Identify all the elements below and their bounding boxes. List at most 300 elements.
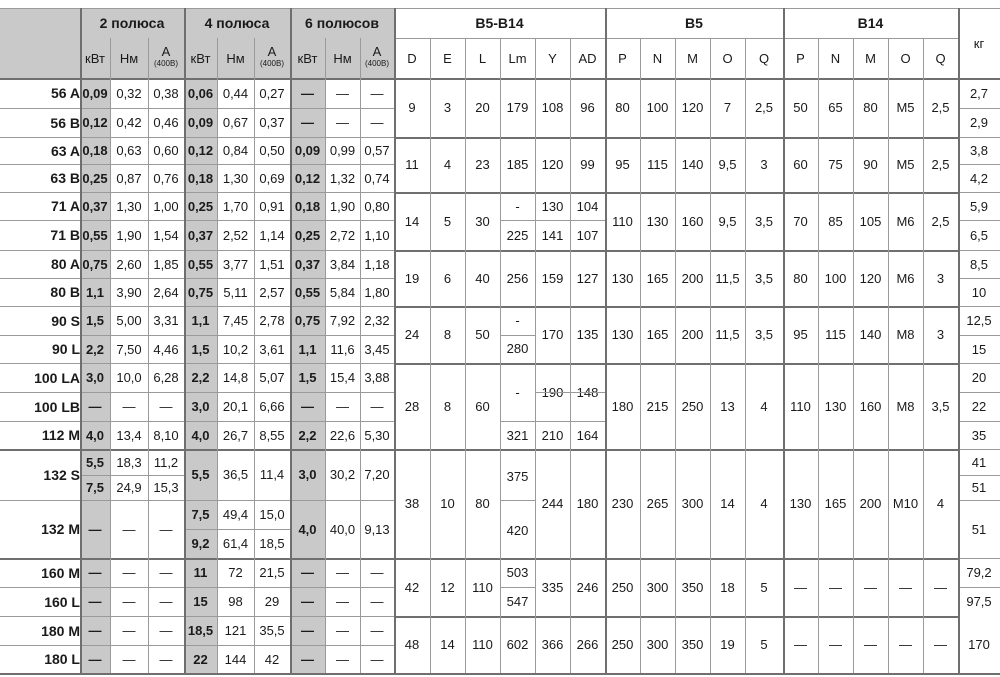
dim-y: 210	[541, 427, 564, 443]
b14-dim: M10	[892, 496, 919, 511]
current-a: —	[370, 623, 384, 638]
power-kw: 0,12	[82, 115, 108, 130]
torque-nm: 3,84	[329, 256, 356, 272]
dim-y: 366	[541, 637, 564, 652]
column-divider	[500, 38, 501, 673]
model-name: 63 A	[50, 142, 80, 159]
current-a: 5,07	[259, 370, 285, 385]
current-a: 42	[264, 651, 280, 667]
power-kw: —	[301, 594, 314, 609]
torque-nm: —	[122, 623, 136, 638]
row-divider	[0, 306, 394, 307]
power-kw: 2,2	[191, 370, 210, 385]
power-kw: 0,37	[82, 198, 108, 214]
b14-dim: —	[829, 579, 842, 595]
weight-kg: 5,9	[969, 198, 989, 214]
model-name: 71 A	[50, 198, 80, 214]
b14-dim: 100	[824, 270, 847, 286]
row-divider	[0, 421, 394, 422]
dim-l: 110	[472, 637, 493, 652]
b14-dim: M8	[896, 398, 915, 414]
torque-nm: 1,90	[329, 198, 356, 214]
row-divider	[394, 558, 958, 560]
current-a: 7,20	[364, 467, 390, 482]
power-kw: 18,5	[187, 623, 214, 638]
torque-nm: 7,92	[329, 313, 356, 328]
column-divider	[675, 38, 676, 673]
torque-nm: —	[122, 521, 136, 537]
torque-nm: 30,2	[329, 467, 356, 482]
dim-d: 19	[404, 270, 420, 286]
dim-ad: 148	[576, 384, 599, 400]
b14-dim: 4	[936, 496, 945, 511]
model-name: 90 S	[51, 312, 80, 329]
dim-l: 80	[475, 496, 490, 511]
b5-dim: 300	[646, 637, 669, 652]
dim-e: 12	[440, 579, 455, 595]
current-a: 1,85	[153, 256, 179, 272]
dim-ad: 107	[576, 228, 599, 243]
power-kw: 0,25	[294, 227, 321, 243]
current-a: 2,32	[364, 313, 390, 328]
dim-lm: 602	[506, 637, 529, 652]
row-divider	[958, 392, 1000, 393]
weight-kg: 12,5	[966, 313, 992, 328]
torque-nm: 3,90	[116, 284, 142, 300]
power-kw: 5,5	[191, 467, 210, 482]
subheader-b14-o: O	[900, 50, 911, 66]
power-kw: —	[88, 594, 102, 609]
current-a: 1,80	[364, 284, 390, 300]
current-a: 1,51	[259, 256, 285, 272]
b14-dim: —	[794, 637, 807, 652]
row-divider	[0, 137, 394, 138]
b14-dim: M8	[896, 327, 915, 342]
torque-nm: 0,32	[116, 85, 142, 101]
torque-nm: 15,4	[329, 370, 356, 385]
dim-d: 9	[408, 100, 416, 115]
torque-nm: 0,42	[116, 115, 142, 130]
b14-dim: 80	[793, 270, 808, 286]
torque-nm: 0,84	[222, 143, 249, 158]
power-kw: 9,2	[191, 536, 210, 551]
dim-lm: 185	[506, 157, 529, 172]
b5-dim: 13	[720, 398, 735, 414]
b5-dim: 110	[612, 213, 633, 229]
current-a: 35,5	[259, 623, 285, 638]
dim-l: 50	[475, 327, 490, 342]
b5-dim: 250	[681, 398, 704, 414]
column-divider	[465, 38, 466, 673]
row-divider	[958, 250, 1000, 251]
row-divider	[394, 306, 958, 308]
subheader-nm: Нм	[333, 50, 352, 66]
row-divider	[958, 192, 1000, 193]
power-kw: 2,2	[298, 427, 317, 443]
row-divider	[958, 421, 1000, 422]
power-kw: 1,1	[298, 341, 317, 357]
torque-nm: —	[122, 399, 136, 414]
weight-kg: 8,5	[969, 256, 989, 272]
b14-dim: —	[864, 637, 877, 652]
header-label-block	[0, 8, 80, 78]
torque-nm: 1,70	[222, 198, 249, 214]
dim-e: 5	[443, 213, 452, 229]
power-kw: 3,0	[85, 370, 105, 385]
b5-dim: 3,5	[754, 327, 774, 342]
row-divider	[500, 587, 535, 588]
power-kw: 1,5	[191, 341, 210, 357]
dim-ad: 164	[576, 427, 599, 443]
torque-nm: 0,67	[222, 115, 249, 130]
dim-d: 42	[404, 579, 420, 595]
dim-d: 11	[405, 157, 419, 172]
current-a: 3,61	[259, 341, 285, 357]
b5-dim: 4	[760, 496, 768, 511]
row-divider	[394, 449, 958, 451]
column-divider	[184, 8, 186, 673]
subheader-b5b14-l: L	[478, 50, 487, 66]
row-divider	[958, 475, 1000, 476]
subheader-b5-o: O	[722, 50, 733, 66]
current-a: 0,91	[259, 198, 285, 214]
b5-dim: 5	[760, 579, 768, 595]
dim-lm: 503	[506, 565, 529, 580]
b5-dim: 165	[646, 327, 669, 342]
torque-nm: 36,5	[222, 467, 249, 482]
b5-dim: 250	[611, 579, 634, 595]
b5-dim: 11,5	[715, 327, 740, 342]
b5-dim: 160	[681, 213, 704, 229]
dim-l: 30	[475, 213, 490, 229]
power-kw: 0,55	[82, 227, 108, 243]
subheader-kw: кВт	[297, 50, 318, 66]
b14-dim: 3	[936, 327, 945, 342]
torque-nm: 0,44	[222, 85, 249, 101]
row-divider	[0, 363, 394, 364]
row-divider	[958, 449, 1000, 450]
weight-header: кг	[973, 35, 985, 51]
weight-kg: 22	[971, 399, 987, 414]
current-a: —	[159, 521, 173, 537]
dim-ad: 135	[576, 327, 599, 342]
power-kw: —	[301, 651, 314, 667]
b5-dim: 3,5	[754, 270, 774, 286]
b14-dim: 2,5	[931, 157, 950, 172]
row-divider	[394, 363, 958, 365]
column-divider	[110, 38, 111, 673]
torque-nm: 22,6	[329, 427, 356, 443]
dim-lm: -	[515, 199, 520, 214]
b14-dim: —	[899, 637, 912, 652]
weight-kg: 41	[971, 454, 987, 470]
b5-dim: 200	[681, 270, 704, 286]
torque-nm: 144	[224, 651, 247, 667]
current-a: 3,88	[364, 370, 390, 385]
current-a: —	[159, 623, 173, 638]
column-divider	[710, 38, 711, 673]
weight-kg: 51	[971, 480, 987, 495]
torque-nm: 14,8	[222, 370, 249, 385]
b14-dim: 2,5	[931, 213, 950, 229]
b14-dim: —	[899, 579, 912, 595]
current-a: 8,10	[153, 427, 179, 443]
current-a: —	[370, 85, 384, 101]
b14-dim: —	[934, 579, 947, 595]
dim-d: 14	[404, 213, 420, 229]
row-divider	[958, 164, 1000, 165]
group-b14: B14	[857, 15, 884, 31]
column-divider	[80, 8, 82, 673]
current-a: —	[370, 115, 384, 130]
b14-dim: 130	[789, 496, 812, 511]
power-kw: 0,12	[187, 143, 214, 158]
current-a: 4,46	[153, 341, 179, 357]
group-2-poles: 2 полюса	[99, 15, 165, 31]
b14-dim: —	[864, 579, 877, 595]
torque-nm: 1,32	[329, 170, 356, 186]
row-divider	[500, 335, 535, 336]
torque-nm: 26,7	[222, 427, 249, 443]
b5-dim: 180	[611, 398, 634, 414]
row-divider	[184, 529, 290, 530]
dim-l: 60	[475, 398, 490, 414]
b14-dim: —	[934, 637, 947, 652]
subheader-amp	[254, 38, 290, 78]
dim-l: 23	[475, 157, 490, 172]
dim-y: 120	[541, 157, 564, 172]
torque-nm: —	[336, 85, 349, 101]
b5-dim: 9,5	[718, 213, 737, 229]
row-divider	[394, 616, 958, 618]
b14-dim: 3,5	[931, 398, 950, 414]
model-name: 100 LB	[34, 398, 80, 415]
group-6-poles: 6 полюсов	[305, 15, 379, 31]
torque-nm: —	[122, 594, 136, 609]
b5-dim: 7	[723, 100, 732, 115]
b14-dim: —	[829, 637, 842, 652]
row-divider	[0, 673, 1000, 675]
current-a: 6,66	[259, 399, 285, 414]
torque-nm: 121	[224, 623, 247, 638]
power-kw: 5,5	[85, 454, 105, 470]
torque-nm: 18,3	[116, 454, 142, 470]
torque-nm: 1,30	[116, 198, 142, 214]
b5-dim: 130	[646, 213, 669, 229]
torque-nm: —	[336, 565, 349, 580]
weight-kg: 51	[971, 521, 987, 537]
current-a: 0,57	[364, 143, 390, 158]
amp-voltage-note: (400В)	[364, 59, 389, 68]
column-divider	[783, 8, 785, 673]
power-kw: —	[88, 399, 102, 414]
power-kw: 4,0	[191, 427, 210, 443]
current-a: —	[159, 565, 173, 580]
current-a: 0,50	[259, 143, 285, 158]
power-kw: 0,18	[187, 170, 214, 186]
group-b5-b14: B5-B14	[475, 15, 524, 31]
column-divider	[570, 38, 571, 673]
b14-dim: 140	[859, 327, 882, 342]
current-a: 0,27	[259, 85, 285, 101]
dim-l: 40	[475, 270, 490, 286]
row-divider	[500, 220, 605, 221]
column-divider	[958, 8, 960, 673]
b5-dim: 250	[611, 637, 634, 652]
current-a: 1,18	[364, 256, 390, 272]
power-kw: 4,0	[85, 427, 105, 443]
current-a: 0,80	[364, 198, 390, 214]
b5-dim: 5	[760, 637, 768, 652]
dim-e: 8	[443, 398, 452, 414]
power-kw: 7,5	[85, 480, 105, 495]
power-kw: —	[301, 85, 314, 101]
current-a: 0,38	[153, 85, 179, 101]
torque-nm: 61,4	[222, 536, 249, 551]
row-divider	[394, 137, 958, 139]
weight-kg: 15	[971, 341, 987, 357]
b5-dim: 95	[615, 157, 630, 172]
row-divider	[394, 250, 958, 252]
torque-nm: 0,99	[329, 143, 356, 158]
b5-dim: 3	[760, 157, 768, 172]
model-name: 132 M	[41, 521, 80, 537]
dim-y: 190	[541, 384, 564, 400]
power-kw: 0,18	[82, 143, 108, 158]
current-a: —	[159, 651, 173, 667]
b14-dim: 65	[828, 100, 843, 115]
column-divider	[745, 38, 746, 673]
model-name: 180 L	[44, 651, 80, 667]
current-a: 0,37	[259, 115, 285, 130]
dim-l: 110	[472, 579, 493, 595]
b14-dim: 95	[793, 327, 808, 342]
b5-dim: 130	[611, 327, 634, 342]
b14-dim: 3	[936, 270, 945, 286]
power-kw: 0,55	[294, 284, 321, 300]
row-divider	[958, 220, 1000, 221]
b14-dim: M6	[896, 270, 915, 286]
torque-nm: 3,77	[222, 256, 249, 272]
model-name: 160 L	[44, 593, 80, 610]
b14-dim: 90	[863, 157, 878, 172]
b5-dim: 120	[681, 100, 704, 115]
model-name: 56 B	[50, 114, 80, 131]
dim-ad: 104	[576, 199, 599, 214]
subheader-b5-n: N	[652, 50, 663, 66]
current-a: 5,30	[364, 427, 390, 443]
b5-dim: 300	[681, 496, 704, 511]
row-divider	[0, 278, 394, 279]
weight-kg: 35	[971, 427, 987, 443]
current-a: 6,28	[153, 370, 179, 385]
group-4-poles: 4 полюса	[204, 15, 270, 31]
column-divider	[148, 38, 149, 673]
row-divider	[0, 8, 1000, 9]
power-kw: 0,37	[294, 256, 321, 272]
model-name: 132 S	[43, 466, 80, 483]
power-kw: 3,0	[191, 399, 210, 414]
dim-lm: 420	[506, 523, 529, 539]
torque-nm: 5,84	[329, 284, 356, 300]
b14-dim: 105	[859, 213, 882, 229]
current-a: 0,60	[153, 143, 179, 158]
subheader-kw: кВт	[85, 50, 105, 66]
weight-kg: 3,8	[969, 143, 989, 158]
torque-nm: —	[336, 623, 349, 638]
row-divider	[0, 558, 394, 560]
current-a: 11,4	[259, 467, 285, 482]
subheader-b14-n: N	[830, 50, 841, 66]
row-divider	[0, 616, 394, 617]
power-kw: 0,75	[187, 284, 214, 300]
torque-nm: 0,87	[116, 170, 142, 186]
dim-e: 6	[443, 270, 452, 286]
amp-voltage-note: (400В)	[259, 59, 284, 68]
row-divider	[0, 108, 394, 109]
dim-ad: 96	[580, 100, 595, 115]
model-name: 80 A	[50, 256, 80, 272]
b5-dim: 19	[720, 637, 735, 652]
row-divider	[0, 449, 394, 451]
dim-lm: 547	[506, 594, 529, 609]
column-divider	[325, 38, 326, 673]
power-kw: 0,37	[187, 227, 214, 243]
amp-label: А	[267, 44, 277, 59]
power-kw: 15	[193, 594, 208, 609]
torque-nm: 2,72	[329, 227, 356, 243]
power-kw: —	[301, 115, 314, 130]
b5-dim: 300	[646, 579, 669, 595]
torque-nm: 72	[228, 565, 243, 580]
dim-lm: 256	[506, 270, 529, 286]
weight-kg: 20	[971, 370, 987, 385]
dim-e: 8	[443, 327, 452, 342]
dim-y: 335	[541, 579, 564, 595]
model-name: 80 B	[50, 284, 80, 300]
b14-dim: M6	[896, 213, 915, 229]
power-kw: 11	[193, 565, 208, 580]
torque-nm: 40,0	[329, 521, 356, 537]
power-kw: 4,0	[298, 521, 317, 537]
dim-ad: 246	[576, 579, 599, 595]
b14-dim: 165	[824, 496, 847, 511]
model-name: 160 M	[41, 564, 80, 581]
current-a: 3,45	[364, 341, 390, 357]
power-kw: 1,1	[191, 313, 210, 328]
model-name: 56 A	[50, 85, 80, 101]
power-kw: —	[88, 651, 102, 667]
b5-dim: 3,5	[754, 213, 774, 229]
power-kw: 1,5	[298, 370, 317, 385]
row-divider	[394, 192, 958, 194]
b5-dim: 265	[646, 496, 669, 511]
column-divider	[430, 38, 431, 673]
b14-dim: 115	[825, 327, 846, 342]
torque-nm: 98	[228, 594, 243, 609]
b5-dim: 130	[611, 270, 634, 286]
row-divider	[958, 278, 1000, 279]
dim-ad: 266	[576, 637, 599, 652]
b5-dim: 2,5	[754, 100, 774, 115]
weight-kg: 79,2	[966, 565, 992, 580]
power-kw: 0,09	[294, 143, 321, 158]
weight-kg: 4,2	[969, 170, 989, 186]
torque-nm: 0,63	[116, 143, 142, 158]
power-kw: —	[88, 565, 102, 580]
b14-dim: 120	[859, 270, 882, 286]
current-a: 1,10	[364, 227, 390, 243]
